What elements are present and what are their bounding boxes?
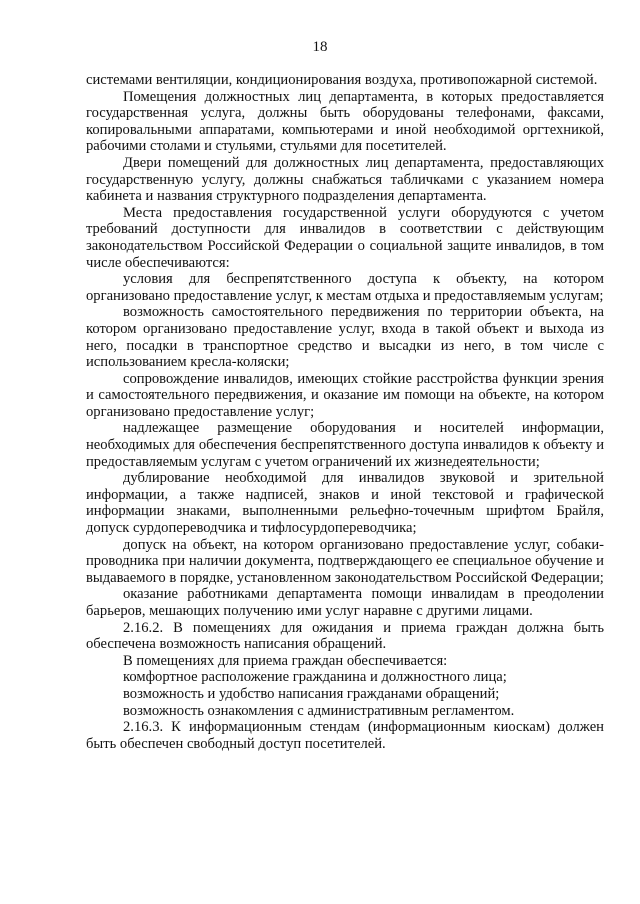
paragraph-regulation-access: возможность ознакомления с административным регламентом. bbox=[123, 702, 515, 719]
paragraph-equipment-placement: надлежащее размещение оборудования и носителей информации, необходимых для обеспечения беспрепятственного доступа инвалидов к объекту и предоставляемым услугам с учетом ограничений их жизнедеятельности; bbox=[86, 420, 604, 470]
paragraph-access-conditions: условия для беспрепятственного доступа к объекту, на котором организовано предоставление услуг, к местам отдыха и предоставляемым услугам; bbox=[86, 271, 604, 304]
paragraph-office-equipment: Помещения должностных лиц департамента, в которых предоставляется государственная услуга, должны быть оборудованы телефонами, факсами, копировальными аппаратами, компьютерами и иной необходимой оргтехникой, рабочими столами и стульями, стульями для посетителей. bbox=[86, 88, 604, 155]
paragraph-ventilation: системами вентиляции, кондиционирования воздуха, противопожарной системой. bbox=[86, 72, 598, 88]
document-body bbox=[86, 72, 604, 752]
paragraph-staff-assistance: оказание работниками департамента помощи инвалидам в преодолении барьеров, мешающих получению ими услуг наравне с другими лицами. bbox=[86, 586, 604, 619]
paragraph-reception-rooms: В помещениях для приема граждан обеспечивается: bbox=[123, 652, 448, 669]
paragraph-comfortable-placement: комфортное расположение гражданина и должностного лица; bbox=[123, 669, 507, 686]
paragraph-section-2-16-2: 2.16.2. В помещениях для ожидания и приема граждан должна быть обеспечена возможность написания обращений. bbox=[86, 619, 604, 653]
paragraph-writing-convenience: возможность и удобство написания гражданами обращений; bbox=[123, 685, 500, 702]
paragraph-section-2-16-3: 2.16.3. К информационным стендам (информационным киоскам) должен быть обеспечен свободный доступ посетителей. bbox=[86, 719, 604, 752]
paragraph-escort: сопровождение инвалидов, имеющих стойкие расстройства функции зрения и самостоятельного передвижения, и оказание им помощи на объекте, на котором организовано предоставление услуг; bbox=[86, 370, 604, 420]
paragraph-door-signs: Двери помещений для должностных лиц департамента, предоставляющих государственную услугу, должны снабжаться табличками с указанием номера кабинета и названия структурного подразделения департамента. bbox=[86, 154, 604, 205]
paragraph-duplication: дублирование необходимой для инвалидов звуковой и зрительной информации, а также надписей, знаков и иной текстовой и графической информации знаками, выполненными рельефно-точечным шрифтом Брайля, допуск сурдопереводчика и тифлосурдопереводчика; bbox=[86, 470, 604, 537]
paragraph-guide-dog: допуск на объект, на котором организовано предоставление услуг, собаки-проводника при наличии документа, подтверждающего ее специальное обучение и выдаваемого в порядке, установленном законодательством Российской Федерации; bbox=[86, 536, 604, 586]
page-number: 18 bbox=[312, 39, 328, 55]
paragraph-movement: возможность самостоятельного передвижения по территории объекта, на котором организовано предоставление услуг, входа в такой объект и выхода из него, посадки в транспортное средство и высадки из него, в том числе с использованием кресла-коляски; bbox=[86, 304, 604, 371]
paragraph-accessibility: Места предоставления государственной услуги оборудуются с учетом требований доступности для инвалидов в соответствии с действующим законодательством Российской Федерации о социальной защите инвалидов, в том числе обеспечиваются: bbox=[86, 204, 604, 271]
